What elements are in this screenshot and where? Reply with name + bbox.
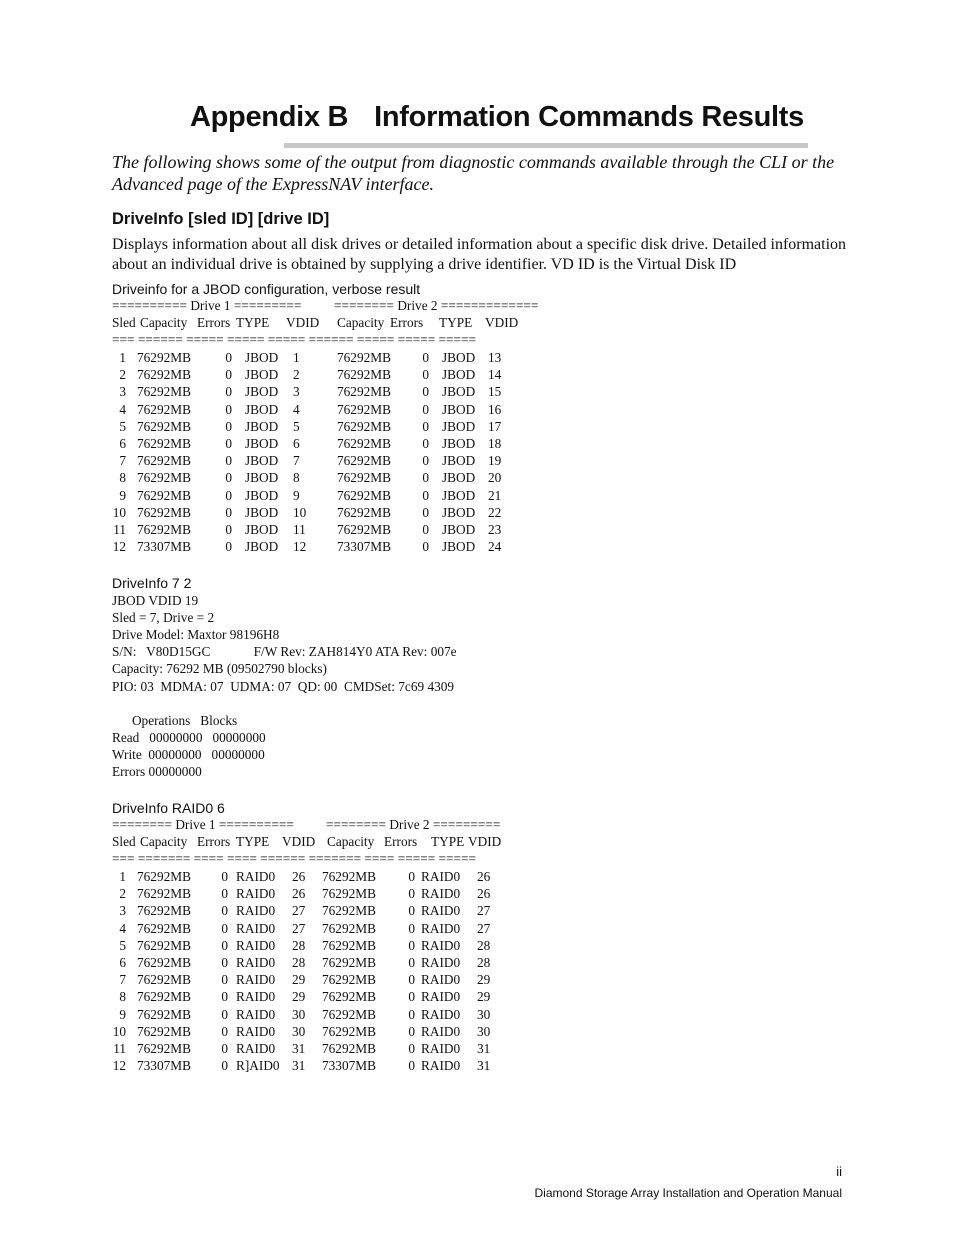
raid-cell: 76292MB — [137, 1041, 191, 1056]
raid-cell: 0 — [221, 937, 228, 953]
raid-cell: 26 — [292, 869, 306, 884]
raid-cell: 5 — [119, 937, 126, 953]
title-underline — [284, 143, 808, 148]
jbod-cell: 0 — [225, 367, 232, 383]
jbod-table-row — [0, 367, 600, 384]
jbod-cell: JBOD — [442, 367, 476, 383]
raid-cell: 0 — [408, 989, 415, 1005]
raid-col-header: TYPE — [431, 834, 465, 849]
raid-cell: 8 — [119, 989, 126, 1005]
raid-cell: 28 — [477, 955, 491, 970]
raid-cell: R]AID0 — [236, 1058, 280, 1074]
jbod-cell: 76292MB — [337, 401, 391, 417]
jbod-table-row — [0, 470, 600, 487]
raid-col-header: TYPE — [236, 834, 270, 849]
raid-cell: 4 — [119, 920, 126, 936]
raid-cell: 31 — [477, 1041, 491, 1056]
raid-table-row — [0, 972, 600, 989]
jbod-cell: 13 — [488, 350, 502, 365]
raid-col-header: Capacity — [140, 834, 188, 849]
raid-cell: 0 — [408, 869, 415, 884]
raid-cell: 3 — [119, 903, 126, 919]
jbod-cell: 0 — [225, 436, 232, 451]
jbod-cell: 0 — [422, 350, 429, 365]
raid-cell: 31 — [292, 1041, 306, 1056]
raid-cell: RAID0 — [236, 886, 276, 902]
jbod-cell: JBOD — [245, 539, 279, 555]
jbod-cell: 23 — [488, 522, 502, 537]
raid-cell: 0 — [408, 903, 415, 919]
raid-col-header: VDID — [282, 834, 316, 849]
raid-cell: RAID0 — [421, 955, 461, 970]
jbod-table-row — [0, 350, 600, 367]
chapter-title: Information Commands Results — [374, 101, 804, 133]
raid-drive1-banner: ======== Drive 1 ========== — [112, 817, 294, 832]
jbod-cell: 0 — [422, 504, 429, 520]
jbod-cell: 24 — [488, 539, 502, 555]
jbod-cell: 76292MB — [137, 350, 191, 365]
raid-cell: 0 — [221, 1041, 228, 1056]
jbod-cell: JBOD — [245, 470, 279, 486]
raid-cell: 76292MB — [137, 1006, 191, 1022]
raid-cell: 10 — [112, 1023, 126, 1039]
raid-cell: 76292MB — [137, 886, 191, 902]
jbod-cell: 0 — [225, 453, 232, 469]
jbod-cell: 0 — [422, 522, 429, 537]
jbod-cell: 76292MB — [137, 418, 191, 434]
chapter-label: Appendix B — [190, 101, 349, 133]
jbod-cell: 7 — [119, 453, 126, 469]
jbod-cell: 8 — [119, 470, 126, 486]
jbod-cell: 76292MB — [137, 504, 191, 520]
raid-table-row — [0, 1007, 600, 1024]
jbod-cell: JBOD — [245, 384, 279, 400]
jbod-cell: 18 — [488, 436, 502, 451]
jbod-drive2-banner: ======== Drive 2 ============= — [334, 298, 539, 313]
jbod-cell: 10 — [112, 504, 126, 520]
jbod-cell: 6 — [119, 436, 126, 451]
raid-table-row — [0, 921, 600, 938]
jbod-cell: 3 — [293, 384, 300, 400]
raid-cell: 76292MB — [137, 903, 191, 919]
raid-cell: 0 — [221, 955, 228, 970]
raid-cell: RAID0 — [236, 920, 276, 936]
jbod-cell: 76292MB — [337, 367, 391, 383]
raid-cell: 0 — [408, 1023, 415, 1039]
raid-table-row — [0, 955, 600, 972]
jbod-cell: 19 — [488, 453, 502, 469]
jbod-cell: JBOD — [442, 453, 476, 469]
driveinfo72-caption: DriveInfo 7 2 — [112, 575, 192, 591]
jbod-cell: 76292MB — [137, 436, 191, 451]
jbod-cell: 10 — [293, 504, 307, 520]
raid-cell: 76292MB — [322, 1041, 376, 1056]
raid-cell: RAID0 — [421, 920, 461, 936]
raid-cell: 0 — [221, 1023, 228, 1039]
jbod-cell: 1 — [293, 350, 300, 365]
jbod-cell: 0 — [225, 539, 232, 555]
raid-cell: 29 — [477, 972, 491, 988]
raid-cell: RAID0 — [421, 869, 461, 884]
driveinfo72-line: Write 00000000 00000000 — [112, 746, 265, 762]
jbod-cell: 7 — [293, 453, 300, 469]
jbod-cell: 4 — [119, 401, 126, 417]
jbod-cell: 0 — [422, 539, 429, 555]
jbod-cell: 76292MB — [337, 350, 391, 365]
jbod-col-header: Errors — [197, 315, 231, 330]
raid-cell: 0 — [408, 972, 415, 988]
jbod-col-header: Capacity — [140, 315, 188, 330]
section-heading: DriveInfo [sled ID] [drive ID] — [112, 210, 330, 228]
raid-cell: 76292MB — [322, 886, 376, 902]
jbod-cell: 6 — [293, 436, 300, 451]
raid-cell: 7 — [119, 972, 126, 988]
jbod-cell: JBOD — [442, 401, 476, 417]
raid-table-row — [0, 938, 600, 955]
jbod-cell: 76292MB — [337, 504, 391, 520]
jbod-cell: 76292MB — [137, 522, 191, 537]
driveinfo72-line: Capacity: 76292 MB (09502790 blocks) — [112, 661, 327, 677]
jbod-cell: 9 — [293, 487, 300, 503]
jbod-cell: 0 — [422, 470, 429, 486]
jbod-cell: JBOD — [245, 418, 279, 434]
jbod-cell: JBOD — [442, 350, 476, 365]
page-number: ii — [836, 1164, 842, 1179]
jbod-cell: 0 — [422, 401, 429, 417]
raid-cell: 11 — [113, 1041, 126, 1056]
raid-cell: 76292MB — [322, 989, 376, 1005]
raid-cell: 73307MB — [322, 1058, 376, 1074]
jbod-cell: 0 — [225, 384, 232, 400]
jbod-cell: 1 — [119, 350, 126, 365]
section-paragraph: Displays information about all disk drives or detailed information about a specific disk drive. Detailed information about an individual drive is obtained by supplying a drive identifier. VD ID is the Virtual Disk ID — [112, 236, 847, 273]
jbod-cell: JBOD — [442, 436, 476, 451]
raid-cell: 76292MB — [137, 972, 191, 988]
jbod-col-header: VDID — [286, 315, 320, 330]
jbod-cell: JBOD — [245, 453, 279, 469]
raid-cell: 27 — [477, 903, 491, 919]
raid-cell: 76292MB — [322, 1023, 376, 1039]
jbod-cell: 76292MB — [137, 453, 191, 469]
raid-cell: 30 — [477, 1006, 491, 1022]
jbod-cell: 0 — [422, 436, 429, 451]
raid-cell: RAID0 — [421, 989, 461, 1005]
raid-cell: 76292MB — [137, 989, 191, 1005]
raid-cell: 26 — [292, 886, 306, 902]
raid-cell: 29 — [292, 989, 306, 1005]
jbod-cell: JBOD — [442, 487, 476, 503]
raid-cell: 29 — [292, 972, 306, 988]
raid-cell: 26 — [477, 886, 491, 902]
raid-cell: 0 — [408, 1058, 415, 1074]
jbod-cell: JBOD — [245, 522, 279, 537]
raid-cell: 0 — [408, 886, 415, 902]
footer-manual-title: Diamond Storage Array Installation and Operation Manual — [534, 1186, 842, 1200]
raid-cell: RAID0 — [421, 903, 461, 919]
raid-drive2-banner: ======== Drive 2 ========= — [326, 817, 501, 832]
jbod-cell: 76292MB — [337, 453, 391, 469]
raid-table-row — [0, 903, 600, 920]
driveinfo72-line: Sled = 7, Drive = 2 — [112, 610, 215, 626]
jbod-cell: 76292MB — [337, 470, 391, 486]
raid-cell: RAID0 — [236, 955, 276, 970]
raid-cell: 0 — [221, 869, 228, 884]
jbod-col-header: TYPE — [439, 315, 473, 330]
jbod-cell: 0 — [422, 367, 429, 383]
raid-cell: 76292MB — [137, 869, 191, 884]
jbod-cell: JBOD — [442, 418, 476, 434]
raid-table-row — [0, 1024, 600, 1041]
driveinfo72-line: Operations Blocks — [112, 712, 238, 728]
jbod-cell: JBOD — [442, 522, 476, 537]
driveinfo72-line: JBOD VDID 19 — [112, 593, 199, 608]
jbod-cell: JBOD — [442, 539, 476, 555]
raid-cell: RAID0 — [421, 886, 461, 902]
raid-cell: 0 — [221, 989, 228, 1005]
jbod-table-row — [0, 436, 600, 453]
raid-cell: 27 — [477, 920, 491, 936]
jbod-table-row — [0, 384, 600, 401]
jbod-cell: 76292MB — [337, 384, 391, 400]
raid-cell: 76292MB — [322, 869, 376, 884]
raid-cell: 76292MB — [137, 937, 191, 953]
raid-cell: RAID0 — [421, 1006, 461, 1022]
raid-cell: RAID0 — [236, 1006, 276, 1022]
jbod-cell: 0 — [422, 384, 429, 400]
raid-cell: RAID0 — [236, 972, 276, 988]
raid-cell: 0 — [221, 1058, 228, 1074]
raid-cell: RAID0 — [236, 869, 276, 884]
raid-cell: 6 — [119, 955, 126, 970]
jbod-cell: 76292MB — [337, 487, 391, 503]
jbod-cell: 12 — [293, 539, 307, 555]
jbod-table-row — [0, 402, 600, 419]
intro-paragraph: The following shows some of the output from diagnostic commands available through the CLI or the Advanced page of the ExpressNAV interface. — [112, 152, 835, 194]
jbod-cell: 5 — [119, 418, 126, 434]
jbod-cell: 76292MB — [137, 367, 191, 383]
jbod-cell: 9 — [119, 487, 126, 503]
jbod-caption: Driveinfo for a JBOD configuration, verbose result — [112, 281, 421, 297]
raid-cell: 76292MB — [322, 903, 376, 919]
jbod-cell: 0 — [225, 487, 232, 503]
jbod-cell: 76292MB — [337, 418, 391, 434]
raid-table-row — [0, 989, 600, 1006]
raid-cell: RAID0 — [421, 1058, 461, 1074]
raid-cell: 31 — [477, 1058, 491, 1074]
jbod-cell: 0 — [225, 470, 232, 486]
raid-cell: 26 — [477, 869, 491, 884]
raid-cell: 76292MB — [137, 955, 191, 970]
jbod-cell: 3 — [119, 384, 126, 400]
jbod-cell: 76292MB — [137, 470, 191, 486]
driveinfo72-line: Drive Model: Maxtor 98196H8 — [112, 627, 280, 643]
raid-cell: 0 — [221, 972, 228, 988]
jbod-table-row — [0, 419, 600, 436]
raid-cell: 30 — [477, 1023, 491, 1039]
driveinfo72-line: PIO: 03 MDMA: 07 UDMA: 07 QD: 00 CMDSet: 7c69 4309 — [112, 678, 455, 694]
raid-cell: 12 — [112, 1058, 126, 1074]
jbod-cell: JBOD — [245, 367, 279, 383]
jbod-table-row — [0, 539, 600, 556]
raid-table-row — [0, 886, 600, 903]
raid-cell: 30 — [292, 1006, 306, 1022]
raid-cell: 76292MB — [322, 920, 376, 936]
driveinfo72-line: S/N: V80D15GC F/W Rev: ZAH814Y0 ATA Rev: 007e — [112, 644, 457, 660]
jbod-cell: 0 — [225, 401, 232, 417]
raid-col-header: Errors — [384, 834, 418, 849]
jbod-cell: 12 — [112, 539, 126, 555]
raid-cell: 9 — [119, 1006, 126, 1022]
raid-cell: RAID0 — [236, 989, 276, 1005]
raid-cell: 0 — [221, 886, 228, 902]
raid-cell: 28 — [477, 937, 491, 953]
raid-cell: RAID0 — [421, 972, 461, 988]
jbod-col-header: Sled — [112, 315, 136, 330]
jbod-cell: 0 — [422, 487, 429, 503]
raid-cell: 76292MB — [137, 920, 191, 936]
raid-cell: RAID0 — [236, 937, 276, 953]
jbod-cell: 11 — [113, 522, 126, 537]
jbod-cell: 15 — [488, 384, 502, 400]
jbod-table-row — [0, 488, 600, 505]
raid-cell: RAID0 — [236, 1041, 276, 1056]
jbod-cell: JBOD — [245, 436, 279, 451]
raid-cell: 0 — [221, 1006, 228, 1022]
raid-cell: RAID0 — [421, 937, 461, 953]
raid-cell: 29 — [477, 989, 491, 1005]
jbod-cell: JBOD — [245, 487, 279, 503]
raid-cell: 28 — [292, 955, 306, 970]
raid-col-header: VDID — [468, 834, 502, 849]
raid-cell: 73307MB — [137, 1058, 191, 1074]
raid-table-row — [0, 1058, 600, 1075]
raid-cell: 76292MB — [322, 1006, 376, 1022]
raid-cell: 31 — [292, 1058, 306, 1074]
raid-cell: 0 — [221, 903, 228, 919]
jbod-cell: 2 — [119, 367, 126, 383]
raid-table-row — [0, 869, 600, 886]
jbod-cell: JBOD — [245, 504, 279, 520]
jbod-cell: 76292MB — [137, 384, 191, 400]
raid-cell: 28 — [292, 937, 306, 953]
jbod-cell: 0 — [422, 418, 429, 434]
jbod-cell: 73307MB — [137, 539, 191, 555]
jbod-col-header: VDID — [485, 315, 519, 330]
jbod-table-row — [0, 505, 600, 522]
raid-cell: RAID0 — [421, 1041, 461, 1056]
jbod-cell: 0 — [225, 418, 232, 434]
raid-cell: RAID0 — [236, 903, 276, 919]
raid-cell: 0 — [408, 920, 415, 936]
jbod-drive1-banner: ========== Drive 1 ========= — [112, 298, 302, 313]
jbod-cell: JBOD — [442, 504, 476, 520]
page-title — [190, 101, 804, 134]
raid-cell: 0 — [408, 1006, 415, 1022]
raid-cell: 0 — [408, 937, 415, 953]
raid-cell: 27 — [292, 920, 306, 936]
jbod-cell: 14 — [488, 367, 502, 383]
jbod-cell: 73307MB — [337, 539, 391, 555]
driveinfo72-line: Errors 00000000 — [112, 764, 202, 779]
raid-col-header: Errors — [197, 834, 231, 849]
jbod-col-header: Errors — [390, 315, 424, 330]
jbod-cell: 0 — [225, 522, 232, 537]
raid-cell: RAID0 — [236, 1023, 276, 1039]
raid-cell: 76292MB — [322, 972, 376, 988]
raid-col-header: Sled — [112, 834, 136, 849]
jbod-cell: 4 — [293, 401, 300, 417]
jbod-cell: 16 — [488, 401, 502, 417]
raid-cell: 76292MB — [137, 1023, 191, 1039]
jbod-cell: 0 — [422, 453, 429, 469]
driveinfo72-line: Read 00000000 00000000 — [112, 729, 266, 745]
jbod-cell: 17 — [488, 418, 502, 434]
jbod-cell: 76292MB — [337, 436, 391, 451]
raid-cell: 0 — [408, 955, 415, 970]
jbod-cell: 2 — [293, 367, 300, 383]
jbod-cell: 5 — [293, 418, 300, 434]
jbod-cell: JBOD — [442, 384, 476, 400]
raid-col-header: Capacity — [327, 834, 375, 849]
jbod-cell: JBOD — [442, 470, 476, 486]
jbod-col-header: Capacity — [337, 315, 385, 330]
raid-caption: DriveInfo RAID0 6 — [112, 800, 225, 816]
jbod-cell: JBOD — [245, 350, 279, 365]
jbod-header-row — [0, 315, 600, 332]
raid-cell: 1 — [119, 869, 126, 884]
jbod-col-header: TYPE — [236, 315, 270, 330]
raid-header-row — [0, 834, 600, 851]
raid-rule: === ======= ==== ==== ====== ======= ==== ===== ===== — [112, 851, 477, 866]
jbod-table-row — [0, 522, 600, 539]
jbod-cell: 8 — [293, 470, 300, 486]
jbod-cell: 11 — [293, 522, 306, 537]
jbod-cell: 0 — [225, 350, 232, 365]
jbod-cell: 76292MB — [137, 487, 191, 503]
raid-cell: RAID0 — [421, 1023, 461, 1039]
raid-cell: 30 — [292, 1023, 306, 1039]
raid-cell: 2 — [119, 886, 126, 902]
raid-cell: 76292MB — [322, 955, 376, 970]
raid-table-row — [0, 1041, 600, 1058]
raid-cell: 27 — [292, 903, 306, 919]
jbod-cell: 21 — [488, 487, 502, 503]
jbod-cell: 76292MB — [337, 522, 391, 537]
jbod-cell: JBOD — [245, 401, 279, 417]
raid-cell: 0 — [221, 920, 228, 936]
jbod-cell: 22 — [488, 504, 502, 520]
jbod-cell: 0 — [225, 504, 232, 520]
raid-cell: 76292MB — [322, 937, 376, 953]
jbod-rule: === ====== ===== ===== ===== ====== ===== ===== ===== — [112, 332, 477, 347]
jbod-cell: 76292MB — [137, 401, 191, 417]
jbod-cell: 20 — [488, 470, 502, 486]
raid-cell: 0 — [408, 1041, 415, 1056]
jbod-table-row — [0, 453, 600, 470]
